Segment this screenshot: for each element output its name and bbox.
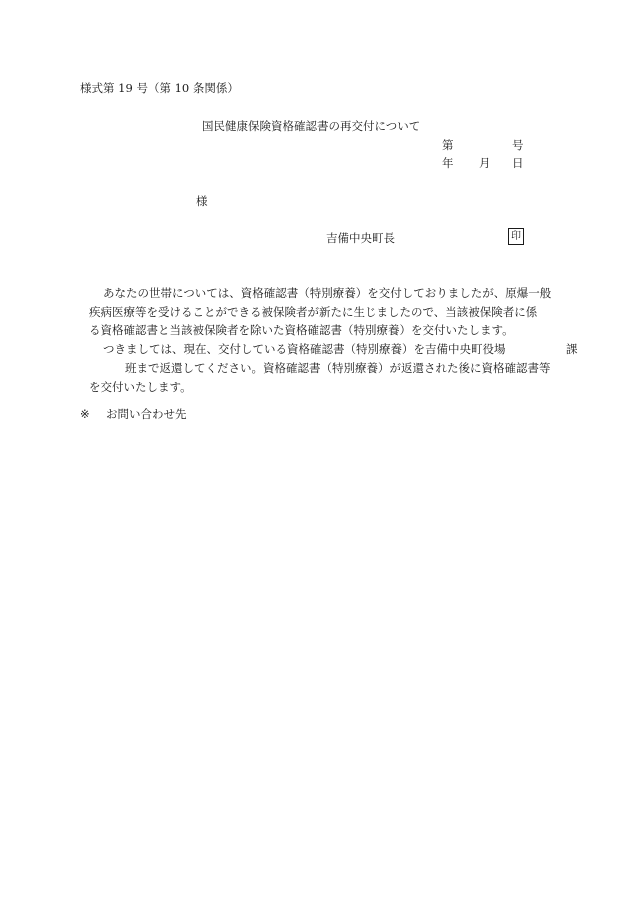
body-p2-line2: 班まで返還してください。資格確認書（特別療養）が返還された後に資格確認書等	[125, 360, 551, 375]
body-text	[85, 284, 578, 396]
body-p1-line1: あなたの世帯については、資格確認書（特別療養）を交付しておりましたが、原爆一般	[103, 286, 552, 300]
date-day: 日	[512, 156, 524, 170]
body-p1-line3: る資格確認書と当該被保険者を除いた資格確認書（特別療養）を交付いたします。	[89, 323, 514, 338]
seal-stamp: 印	[508, 228, 524, 245]
body-p2-line1	[85, 340, 578, 359]
date-month: 月	[479, 156, 491, 170]
note-mark: ※	[80, 407, 90, 421]
document-number-prefix: 第	[442, 138, 454, 152]
date-year: 年	[442, 156, 454, 170]
contact-note	[80, 406, 187, 422]
body-p1-line2: 疾病医療等を受けることができる被保険者が新たに生じましたので、当該被保険者に係	[89, 304, 538, 319]
section-ka: 課	[566, 342, 578, 357]
issuer-name: 吉備中央町長	[326, 231, 395, 245]
body-p2-line1-text: つきましては、現在、交付している資格確認書（特別療養）を吉備中央町役場	[103, 342, 506, 357]
contact-label: お問い合わせ先	[106, 407, 187, 421]
body-p2-line3: を交付いたします。	[89, 379, 192, 394]
form-number: 様式第 19 号（第 10 条関係）	[80, 81, 239, 95]
document-title: 国民健康保険資格確認書の再交付について	[202, 119, 421, 133]
document-number-suffix: 号	[512, 138, 524, 152]
recipient-honorific: 様	[196, 194, 208, 208]
